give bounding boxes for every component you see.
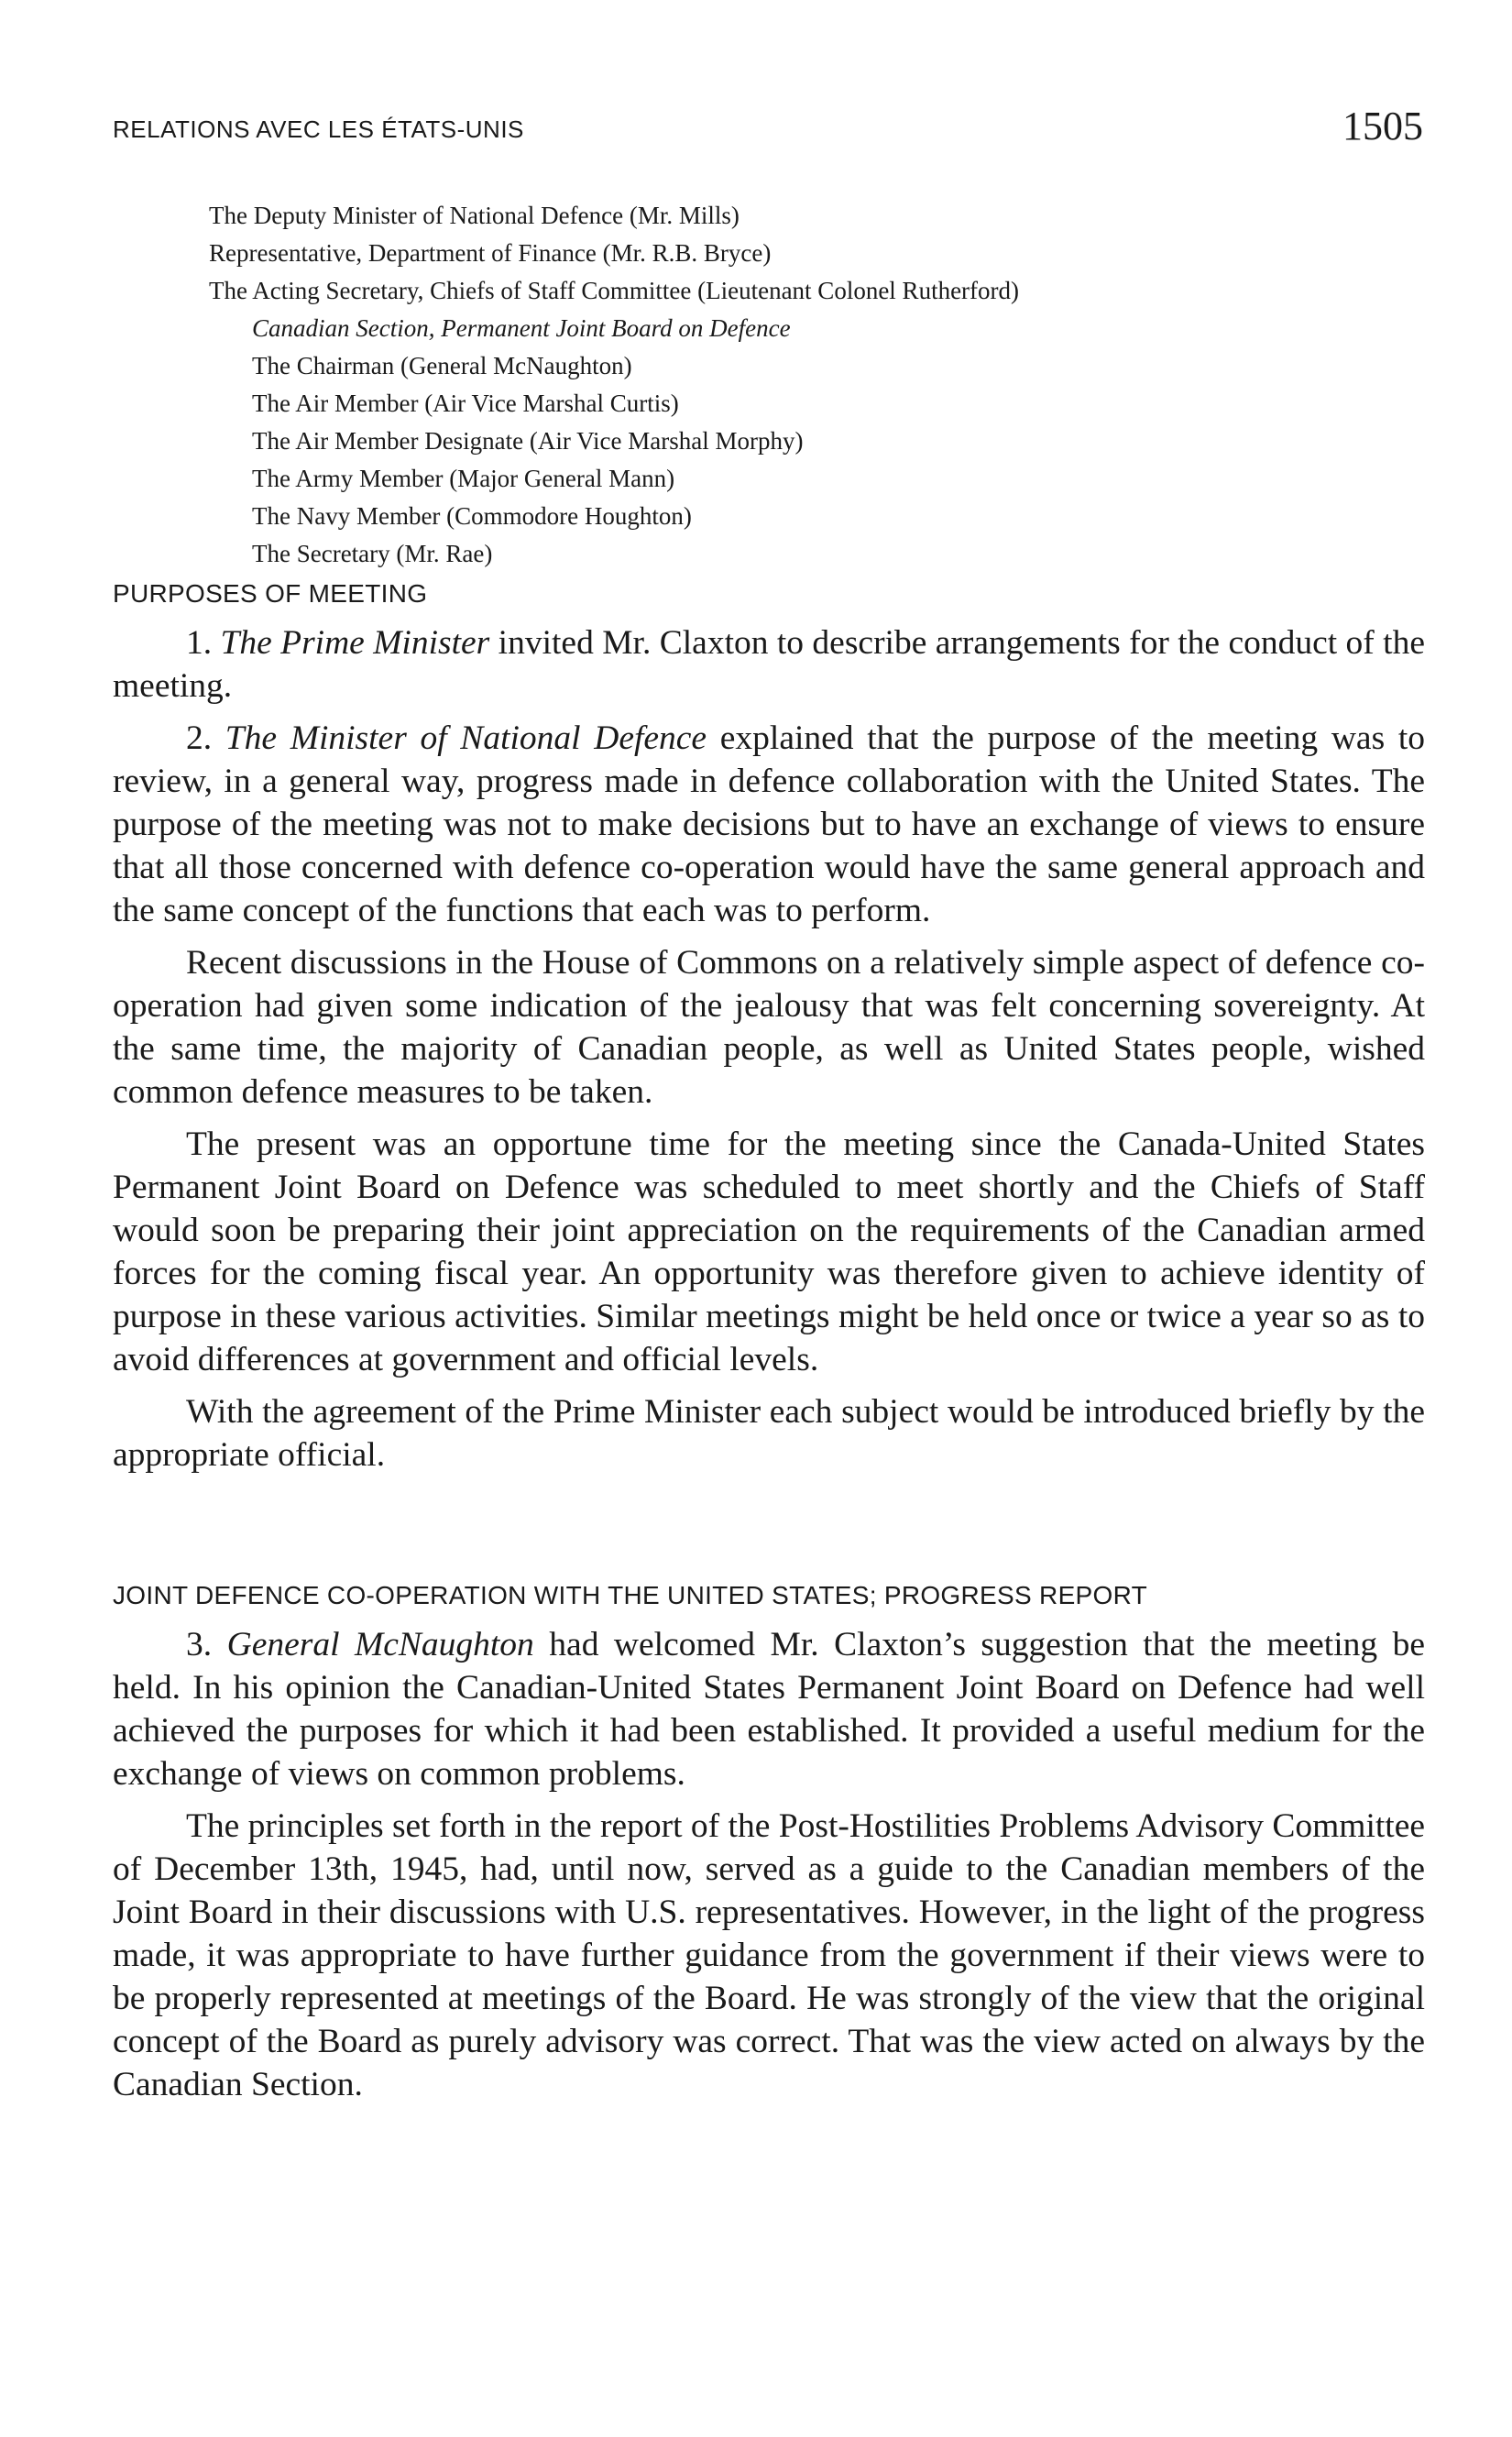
- attendee-list: [209, 197, 1400, 573]
- joint-section: [113, 1623, 1425, 2115]
- attendee-line: The Acting Secretary, Chiefs of Staff Committee (Lieutenant Colonel Rutherford): [209, 277, 1020, 304]
- paragraph-text: had welcomed Mr. Claxton’s suggestion that the meeting be held. In his opinion the Canadian-United States Permanent Joint Board on Defence had well achieved the purposes for which it had been established. It provided a useful medium for the exchange of views on common problems.: [113, 1626, 1426, 1793]
- paragraph-2: [113, 717, 1425, 932]
- board-member: The Navy Member (Commodore Houghton): [252, 502, 692, 530]
- page-number: 1505: [1342, 104, 1423, 148]
- paragraph-number: 1.: [186, 624, 213, 662]
- purposes-section: [113, 621, 1425, 1486]
- board-member: The Air Member Designate (Air Vice Marshal Morphy): [252, 427, 804, 455]
- paragraph-number: 2.: [186, 719, 213, 757]
- speaker-name: General McNaughton: [226, 1626, 534, 1663]
- paragraph-text: invited Mr. Claxton to describe arrangements for the conduct of the meeting.: [113, 624, 1425, 705]
- board-member: The Secretary (Mr. Rae): [252, 540, 493, 567]
- board-member: The Air Member (Air Vice Marshal Curtis): [252, 390, 679, 417]
- paragraph-text: explained that the purpose of the meeting was to review, in a general way, progress made in defence collaboration with the United States. The purpose of the meeting was not to make decisions but to have an exchange of views to ensure that all those concerned with defence co-operation would have the same general approach and the same concept of the functions that each was to perform.: [113, 719, 1425, 929]
- speaker-name: The Minister of National Defence: [225, 719, 707, 757]
- paragraph-3: Recent discussions in the House of Commons on a relatively simple aspect of defence co-operation had given some indication of the jealousy that was felt concerning sovereignty. At the same time, the majority of Canadian people, as well as United States people, wished common defence measures to be taken.: [113, 944, 1425, 1111]
- paragraph-number: 3.: [186, 1626, 213, 1663]
- board-member: The Chairman (General McNaughton): [252, 352, 632, 379]
- paragraph-1: [113, 621, 1425, 708]
- attendee-line: Representative, Department of Finance (Mr. R.B. Bryce): [209, 239, 772, 267]
- running-title: RELATIONS AVEC LES ÉTATS-UNIS: [113, 115, 524, 143]
- paragraph-4: The present was an opportune time for the meeting since the Canada-United States Permanent Joint Board on Defence was scheduled to meet shortly and the Chiefs of Staff would soon be preparing their joint appreciation on the requirements of the Canadian armed forces for the coming fiscal year. An opportunity was therefore given to achieve identity of purpose in these various activities. Similar meetings might be held once or twice a year so as to avoid differences at government and official levels.: [113, 1125, 1425, 1378]
- attendee-line: The Deputy Minister of National Defence (Mr. Mills): [209, 202, 740, 229]
- section-heading-joint: JOINT DEFENCE CO-OPERATION WITH THE UNITED STATES; PROGRESS REPORT: [113, 1581, 1148, 1609]
- paragraph-7: The principles set forth in the report of the Post-Hostilities Problems Advisory Committee of December 13th, 1945, had, until now, served as a guide to the Canadian members of the Joint Board in their discussions with U.S. representatives. However, in the light of the progress made, it was appropriate to have further guidance from the government if their views were to be properly represented at meetings of the Board. He was strongly of the view that the original concept of the Board as purely advisory was correct. That was the view acted on always by the Canadian Section.: [113, 1807, 1425, 2103]
- board-title: Canadian Section, Permanent Joint Board on Defence: [252, 314, 791, 342]
- speaker-name: The Prime Minister: [220, 624, 490, 662]
- section-heading-purposes: PURPOSES OF MEETING: [113, 579, 428, 608]
- page-header: [113, 103, 1423, 158]
- paragraph-5: With the agreement of the Prime Minister each subject would be introduced briefly by the appropriate official.: [113, 1393, 1425, 1474]
- board-member: The Army Member (Major General Mann): [252, 465, 675, 492]
- paragraph-6: [113, 1623, 1425, 1795]
